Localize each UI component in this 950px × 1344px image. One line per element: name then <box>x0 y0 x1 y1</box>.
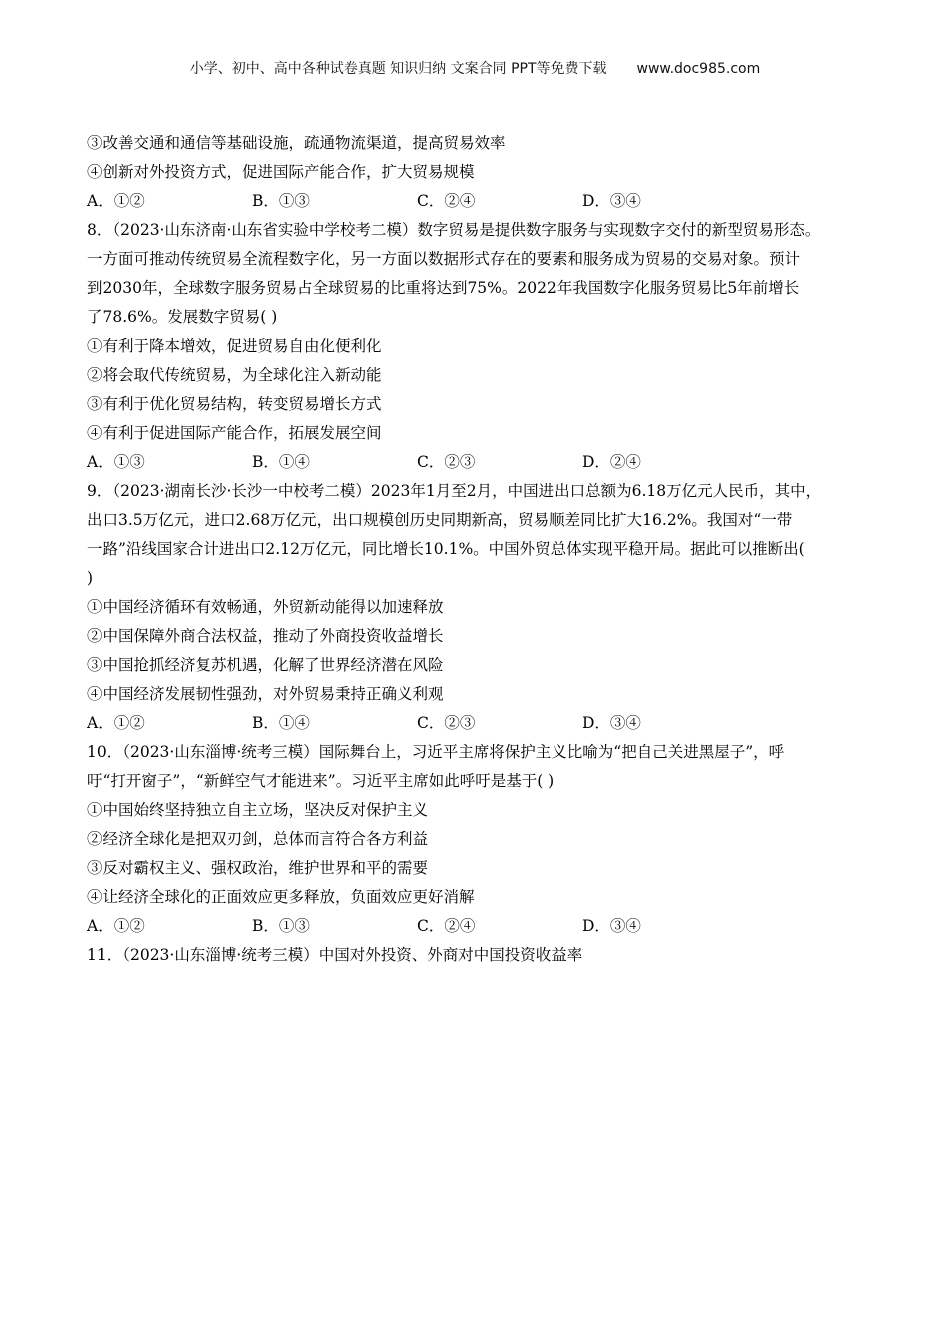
text-line: 11．（2023·山东淄博·统考三模）中国对外投资、外商对中国投资收益率 <box>87 946 583 964</box>
answer-option: A．①② <box>87 192 145 210</box>
text-line: 到2030年，全球数字服务贸易占全球贸易的比重将达到75%。2022年我国数字化服务贸易比5年前增长 <box>87 279 800 297</box>
answer-option: C．②④ <box>417 917 476 935</box>
text-line: ④中国经济发展韧性强劲，对外贸易秉持正确义利观 <box>87 685 444 703</box>
answer-option: B．①④ <box>252 714 310 732</box>
answer-options <box>87 187 877 216</box>
document-body <box>87 129 877 970</box>
answer-option: A．①② <box>87 917 145 935</box>
answer-option: B．①④ <box>252 453 310 471</box>
text-line: ④创新对外投资方式，促进国际产能合作，扩大贸易规模 <box>87 163 475 181</box>
answer-option: A．①③ <box>87 453 145 471</box>
header-site-link[interactable]: www.doc985.com <box>636 61 761 77</box>
text-line: ) <box>87 569 94 587</box>
text-line: 9．（2023·湖南长沙·长沙一中校考二模）2023年1月至2月，中国进出口总额为6.18万亿元人民币，其中， <box>87 482 822 500</box>
answer-option: D．③④ <box>582 714 641 732</box>
answer-option: D．②④ <box>582 453 641 471</box>
text-line: ①有利于降本增效，促进贸易自由化便利化 <box>87 337 382 355</box>
answer-option: D．③④ <box>582 917 641 935</box>
answer-option: D．③④ <box>582 192 641 210</box>
text-line: ③中国抢抓经济复苏机遇，化解了世界经济潜在风险 <box>87 656 444 674</box>
text-line: ②将会取代传统贸易，为全球化注入新动能 <box>87 366 382 384</box>
answer-option: C．②④ <box>417 192 476 210</box>
answer-options <box>87 912 877 941</box>
text-line: ③有利于优化贸易结构，转变贸易增长方式 <box>87 395 382 413</box>
answer-option: C．②③ <box>417 714 476 732</box>
text-line: ④让经济全球化的正面效应更多释放，负面效应更好消解 <box>87 888 475 906</box>
text-line: 8．（2023·山东济南·山东省实验中学校考二模）数字贸易是提供数字服务与实现数字交付的新型贸易形态。 <box>87 221 821 239</box>
page-header <box>0 58 950 78</box>
text-line: 一路”沿线国家合计进出口2.12万亿元，同比增长10.1%。中国外贸总体实现平稳开局。据此可以推断出( <box>87 540 805 558</box>
answer-option: C．②③ <box>417 453 476 471</box>
text-line: 了78.6%。发展数字贸易( ) <box>87 308 278 326</box>
answer-options <box>87 709 877 738</box>
text-line: 吁“打开窗子”，“新鲜空气才能进来”。习近平主席如此呼吁是基于( ) <box>87 772 555 790</box>
text-line: ①中国经济循环有效畅通，外贸新动能得以加速释放 <box>87 598 444 616</box>
text-line: ③改善交通和通信等基础设施，疏通物流渠道，提高贸易效率 <box>87 134 506 152</box>
text-line: 一方面可推动传统贸易全流程数字化，另一方面以数据形式存在的要素和服务成为贸易的交易对象。预计 <box>87 250 801 268</box>
header-text: 小学、初中、高中各种试卷真题 知识归纳 文案合同 PPT等免费下载 <box>189 61 607 77</box>
text-line: ②经济全球化是把双刃剑，总体而言符合各方利益 <box>87 830 429 848</box>
answer-option: B．①③ <box>252 917 310 935</box>
text-line: ④有利于促进国际产能合作，拓展发展空间 <box>87 424 382 442</box>
text-line: ③反对霸权主义、强权政治，维护世界和平的需要 <box>87 859 429 877</box>
answer-options <box>87 448 877 477</box>
answer-option: A．①② <box>87 714 145 732</box>
answer-option: B．①③ <box>252 192 310 210</box>
text-line: ①中国始终坚持独立自主立场，坚决反对保护主义 <box>87 801 429 819</box>
text-line: 10．（2023·山东淄博·统考三模）国际舞台上，习近平主席将保护主义比喻为“把自己关进黑屋子”，呼 <box>87 743 785 761</box>
text-line: ②中国保障外商合法权益，推动了外商投资收益增长 <box>87 627 444 645</box>
text-line: 出口3.5万亿元，进口2.68万亿元，出口规模创历史同期新高，贸易顺差同比扩大16.2%。我国对“一带 <box>87 511 793 529</box>
